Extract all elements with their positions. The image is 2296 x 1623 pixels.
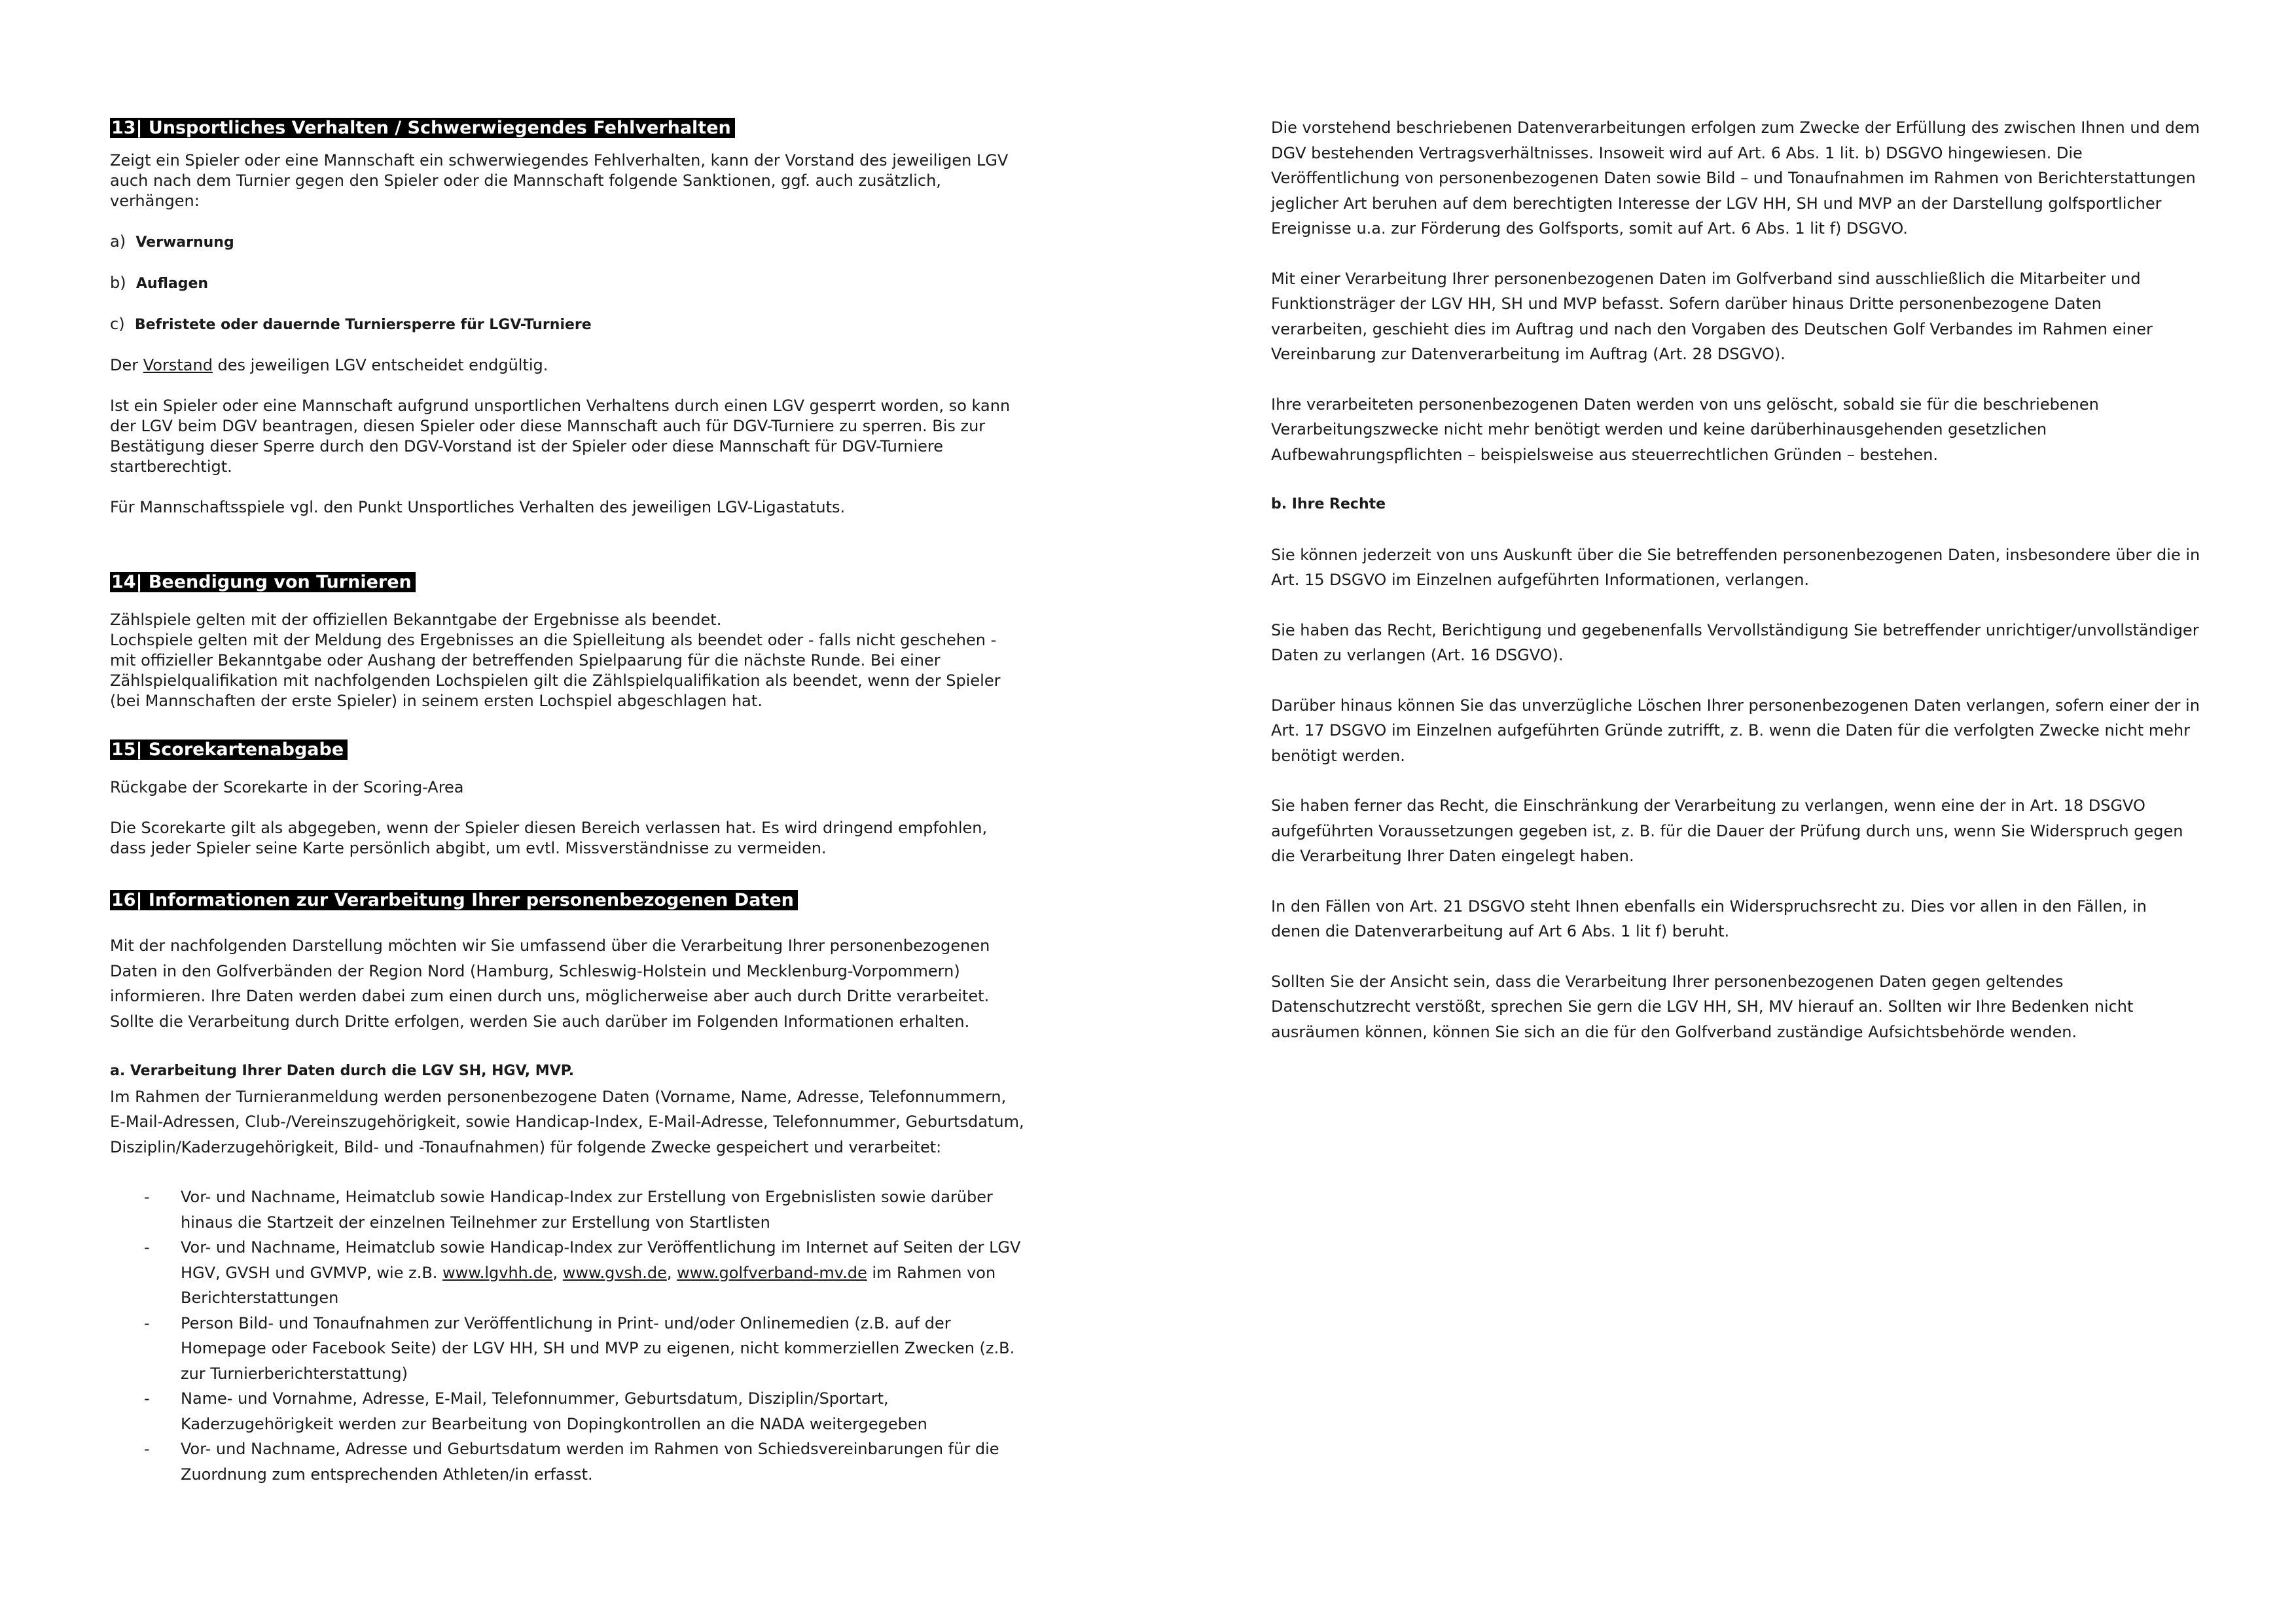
section-14 bbox=[110, 569, 1026, 596]
subheading: b. Ihre Rechte bbox=[1271, 496, 1386, 512]
list-item: c) Befristete oder dauernde Turniersperre für LGV-Turniere bbox=[110, 315, 592, 333]
list-item: - Vor- und Nachname, Heimatclub sowie Handicap-Index zur Erstellung von Ergebnislisten sowie darüber hinaus die Startzeit der einzelnen Teilnehmer zur Erstellung von Startlisten bbox=[110, 1185, 1026, 1235]
paragraph: Ist ein Spieler oder eine Mannschaft aufgrund unsportlichen Verhaltens durch einen LGV gesperrt worden, so kann der LGV beim DGV beantragen, diesen Spieler oder diese Mannschaft auch für DGV-Turniere zu sperren. Bis zur Bestätigung dieser Sperre durch den DGV-Vorstand ist der Spieler oder diese Mannschaft für DGV-Turniere startberechtigt. bbox=[110, 397, 1011, 476]
paragraph: Sie haben ferner das Recht, die Einschränkung der Verarbeitung zu verlangen, wenn eine der in Art. 18 DSGVO aufgeführten Voraussetzungen gegeben ist, z. B. für die Dauer der Prüfung durch uns, wenn Sie Widerspruch gegen die Verarbeitung Ihrer Daten eingelegt haben. bbox=[1271, 796, 2183, 865]
section-16-body bbox=[110, 933, 1026, 1487]
list-item: - Vor- und Nachname, Adresse und Geburtsdatum werden im Rahmen von Schiedsvereinbarungen für die Zuordnung zum entsprechenden Athleten/in erfasst. bbox=[110, 1436, 1026, 1487]
paragraph: Zeigt ein Spieler oder eine Mannschaft ein schwerwiegendes Fehlverhalten, kann der Vorstand des jeweiligen LGV auch nach dem Turnier gegen den Spieler oder die Mannschaft folgende Sanktionen, ggf. auch zusätzlich, verhängen: bbox=[110, 151, 1009, 210]
paragraph: Mit einer Verarbeitung Ihrer personenbezogenen Daten im Golfverband sind ausschließlich die Mitarbeiter und Funktionsträger der LGV HH, SH und MVP befasst. Sofern darüber hinaus Dritte personenbezogene Daten verarbeiten, geschieht dies im Auftrag und nach den Vorgaben des Deutschen Golf Verbandes im Rahmen einer Vereinbarung zur Datenverarbeitung im Auftrag (Art. 28 DSGVO). bbox=[1271, 269, 2153, 363]
right-column bbox=[1271, 115, 2200, 1044]
left-column bbox=[110, 115, 1026, 1487]
paragraph: Die Scorekarte gilt als abgegeben, wenn der Spieler diesen Bereich verlassen hat. Es wird dringend empfohlen, dass jeder Spieler seine Karte persönlich abgibt, um evtl. Missverständnisse zu vermeiden. bbox=[110, 819, 988, 857]
paragraph: Rückgabe der Scorekarte in der Scoring-Area bbox=[110, 778, 464, 796]
sanction-label: Auflagen bbox=[135, 276, 209, 292]
sanction-label: Befristete oder dauernde Turniersperre für LGV-Turniere bbox=[134, 317, 592, 333]
section-13 bbox=[110, 115, 1026, 141]
paragraph: Lochspiele gelten mit der Meldung des Ergebnisses an die Spielleitung als beendet oder - falls nicht geschehen - mit offizieller Bekanntgabe oder Aushang der betreffenden Spielpaarung für die nächste Runde. Bei einer Zählspielqualifikation mit nachfolgenden Lochspielen gilt die Zählspielqualifikation als beendet, wenn der Spieler (bei Mannschaften der erste Spieler) in seinem ersten Lochspiel abgeschlagen hat. bbox=[110, 631, 1001, 710]
list-item: - Vor- und Nachname, Heimatclub sowie Handicap-Index zur Veröffentlichung im Internet auf Seiten der LGV HGV, GVSH und GVMVP, wie z.B. www.lgvhh.de, www.gvsh.de, www.golfverband-mv.de im Rahmen von Berichterstattungen bbox=[110, 1235, 1026, 1311]
paragraph: In den Fällen von Art. 21 DSGVO steht Ihnen ebenfalls ein Widerspruchsrecht zu. Dies vor allen in den Fällen, in denen die Datenverarbeitung auf Art 6 Abs. 1 lit f) beruht. bbox=[1271, 897, 2147, 940]
paragraph: Zählspiele gelten mit der offiziellen Bekanntgabe der Ergebnisse als beendet. bbox=[110, 611, 722, 629]
paragraph: Ihre verarbeiteten personenbezogenen Daten werden von uns gelöscht, sobald sie für die beschriebenen Verarbeitungszwecke nicht mehr benötigt werden und keine darüberhinausgehenden gesetzlichen Aufbewahrungspflichten – beispielsweise aus steuerrechtlichen Gründen – bestehen. bbox=[1271, 395, 2099, 464]
section-heading-13: 13| Unsportliches Verhalten / Schwerwiegendes Fehlverhalten bbox=[110, 118, 735, 138]
paragraph: Darüber hinaus können Sie das unverzügliche Löschen Ihrer personenbezogenen Daten verlangen, sofern einer der in Art. 17 DSGVO im Einzelnen aufgeführten Gründe zutrifft, z. B. wenn die Daten für die verfolgten Zwecke nicht mehr benötigt werden. bbox=[1271, 696, 2200, 765]
section-heading-15: 15| Scorekartenabgabe bbox=[110, 740, 348, 760]
section-heading-14: 14| Beendigung von Turnieren bbox=[110, 572, 416, 592]
purpose-list bbox=[110, 1185, 1026, 1487]
list-item: - Person Bild- und Tonaufnahmen zur Veröffentlichung in Print- und/oder Onlinemedien (z.B. auf der Homepage oder Facebook Seite) der LGV HH, SH und MVP zu eigenen, nicht kommerziellen Zwecken (z.B. zur Turnierberichterstattung) bbox=[110, 1311, 1026, 1387]
paragraph: Der Vorstand des jeweiligen LGV entscheidet endgültig. bbox=[110, 356, 548, 374]
link-golfverband-mv[interactable]: www.golfverband-mv.de bbox=[677, 1263, 867, 1282]
paragraph: Im Rahmen der Turnieranmeldung werden personenbezogene Daten (Vorname, Name, Adresse, Telefonnummern, E-Mail-Adressen, Club-/Vereinszugehörigkeit, sowie Handicap-Index, E-Mail-Adresse, Telefonnummer, Geburtsdatum, Disziplin/Kaderzugehörigkeit, Bild- und -Tonaufnahmen) für folgende Zwecke gespeichert und verarbeitet: bbox=[110, 1087, 1024, 1156]
subheading: a. Verarbeitung Ihrer Daten durch die LGV SH, HGV, MVP. bbox=[110, 1063, 575, 1079]
list-item: b) Auflagen bbox=[110, 274, 209, 292]
list-item: - Name- und Vornahme, Adresse, E-Mail, Telefonnummer, Geburtsdatum, Disziplin/Sportart, Kaderzugehörigkeit werden zur Bearbeitung von Dopingkontrollen an die NADA weitergegeben bbox=[110, 1386, 1026, 1436]
paragraph: Die vorstehend beschriebenen Datenverarbeitungen erfolgen zum Zwecke der Erfüllung des zwischen Ihnen und dem DGV bestehenden Vertragsverhältnisses. Insoweit wird auf Art. 6 Abs. 1 lit. b) DSGVO hingewiesen. Die Veröffentlichung von personenbezogenen Daten sowie Bild – und Tonaufnahmen im Rahmen von Berichterstattungen jeglicher Art beruhen auf dem berechtigten Interesse der LGV HH, SH und MVP an der Darstellung golfsportlicher Ereignisse u.a. zur Förderung des Golfsports, somit auf Art. 6 Abs. 1 lit f) DSGVO. bbox=[1271, 118, 2200, 238]
paragraph: Mit der nachfolgenden Darstellung möchten wir Sie umfassend über die Verarbeitung Ihrer personenbezogenen Daten in den Golfverbänden der Region Nord (Hamburg, Schleswig-Holstein und Mecklenburg-Vorpommern) informieren. Ihre Daten werden dabei zum einen durch uns, möglicherweise aber auch durch Dritte verarbeitet. Sollte die Verarbeitung durch Dritte erfolgen, werden Sie auch darüber im Folgenden Informationen erhalten. bbox=[110, 936, 990, 1031]
paragraph: Sie haben das Recht, Berichtigung und gegebenenfalls Vervollständigung Sie betreffender unrichtiger/unvollständiger Daten zu verlangen (Art. 16 DSGVO). bbox=[1271, 620, 2199, 664]
link-lgvhh[interactable]: www.lgvhh.de bbox=[442, 1263, 553, 1282]
paragraph: Sollten Sie der Ansicht sein, dass die Verarbeitung Ihrer personenbezogenen Daten gegen geltendes Datenschutzrecht verstößt, sprechen Sie gern die LGV HH, SH, MV hierauf an. Sollten wir Ihre Bedenken nicht ausräumen können, können Sie sich an die für den Golfverband zuständige Aufsichtsbehörde wenden. bbox=[1271, 972, 2134, 1041]
section-16 bbox=[110, 887, 1026, 914]
link-gvsh[interactable]: www.gvsh.de bbox=[562, 1263, 667, 1282]
paragraph: Für Mannschaftsspiele vgl. den Punkt Unsportliches Verhalten des jeweiligen LGV-Ligastatuts. bbox=[110, 498, 846, 516]
vorstand-text: Vorstand bbox=[143, 356, 213, 374]
section-15 bbox=[110, 737, 1026, 763]
paragraph: Sie können jederzeit von uns Auskunft über die Sie betreffenden personenbezogenen Daten, insbesondere über die in Art. 15 DSGVO im Einzelnen aufgeführten Informationen, verlangen. bbox=[1271, 545, 2200, 589]
section-heading-16: 16| Informationen zur Verarbeitung Ihrer personenbezogenen Daten bbox=[110, 890, 798, 910]
list-item: a) Verwarnung bbox=[110, 232, 234, 251]
sanction-label: Verwarnung bbox=[135, 234, 234, 251]
